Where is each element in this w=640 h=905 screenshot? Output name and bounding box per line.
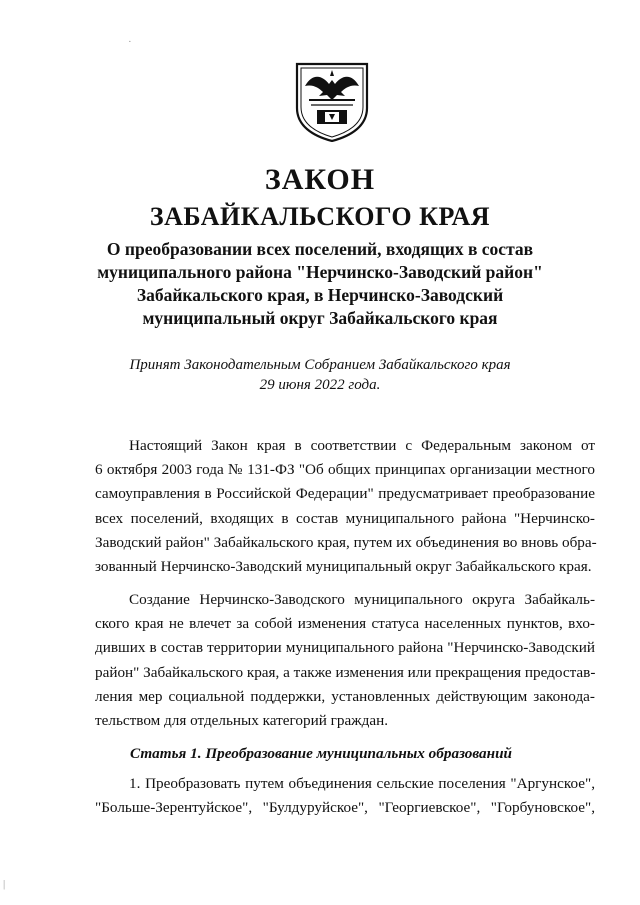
subtitle-line: муниципального района "Нерчинско-Заводский район" [97, 262, 543, 282]
text-line: всех поселений, входящих в состав муниципального района "Нерчинско- [95, 509, 595, 527]
text-line: Заводский район" Забайкальского края, путем их объединения во вновь обра- [95, 533, 597, 551]
text-line: самоуправления в Российской Федерации" предусматривает преобразование [95, 485, 595, 503]
scan-edge-mark: | [3, 878, 6, 890]
text-line: ления мер социальной поддержки, установленных действующим законода- [95, 687, 595, 705]
scan-speck: · [128, 36, 132, 48]
article-1-heading: Статья 1. Преобразование муниципальных образований [130, 745, 512, 762]
subtitle-line: муниципальный округ Забайкальского края [142, 308, 498, 328]
text-line: район" Забайкальского края, а также изменения или прекращения предостав- [95, 663, 596, 681]
text-line: Настоящий Закон края в соответствии с Федеральным законом от [129, 437, 595, 454]
text-line: 1. Преобразовать путем объединения сельские поселения "Аргунское", [129, 775, 595, 792]
coat-of-arms-icon [291, 62, 373, 142]
region-title: ЗАБАЙКАЛЬСКОГО КРАЯ [149, 202, 491, 231]
adoption-line: Принят Законодательным Собранием Забайкальского края [129, 357, 511, 373]
paragraph-status [95, 588, 595, 733]
law-subtitle [0, 238, 640, 330]
text-line: дивших в состав территории муниципального района "Нерчинско-Заводский [95, 639, 595, 657]
text-line: "Больше-Зерентуйское", "Булдуруйское", "Георгиевское", "Горбуновское", [95, 799, 595, 817]
text-line: тельством для отдельных категорий граждан. [95, 711, 389, 729]
paragraph-article-1 [95, 772, 595, 820]
text-line: 6 октября 2003 года № 131-ФЗ "Об общих принципах организации местного [95, 461, 595, 479]
text-line: ского края не влечет за собой изменения статуса населенных пунктов, вхо- [95, 615, 595, 633]
paragraph-preamble [95, 434, 595, 579]
adoption-date: 29 июня 2022 года. [259, 377, 381, 393]
text-line: Создание Нерчинско-Заводского муниципального округа Забайкаль- [129, 591, 595, 608]
subtitle-line: Забайкальского края, в Нерчинско-Заводский [136, 285, 504, 305]
adoption-note [0, 355, 640, 395]
subtitle-line: О преобразовании всех поселений, входящих в состав [106, 239, 534, 259]
law-title: ЗАКОН [264, 163, 376, 196]
text-line: зованный Нерчинско-Заводский муниципальный округ Забайкальского края. [95, 557, 592, 575]
